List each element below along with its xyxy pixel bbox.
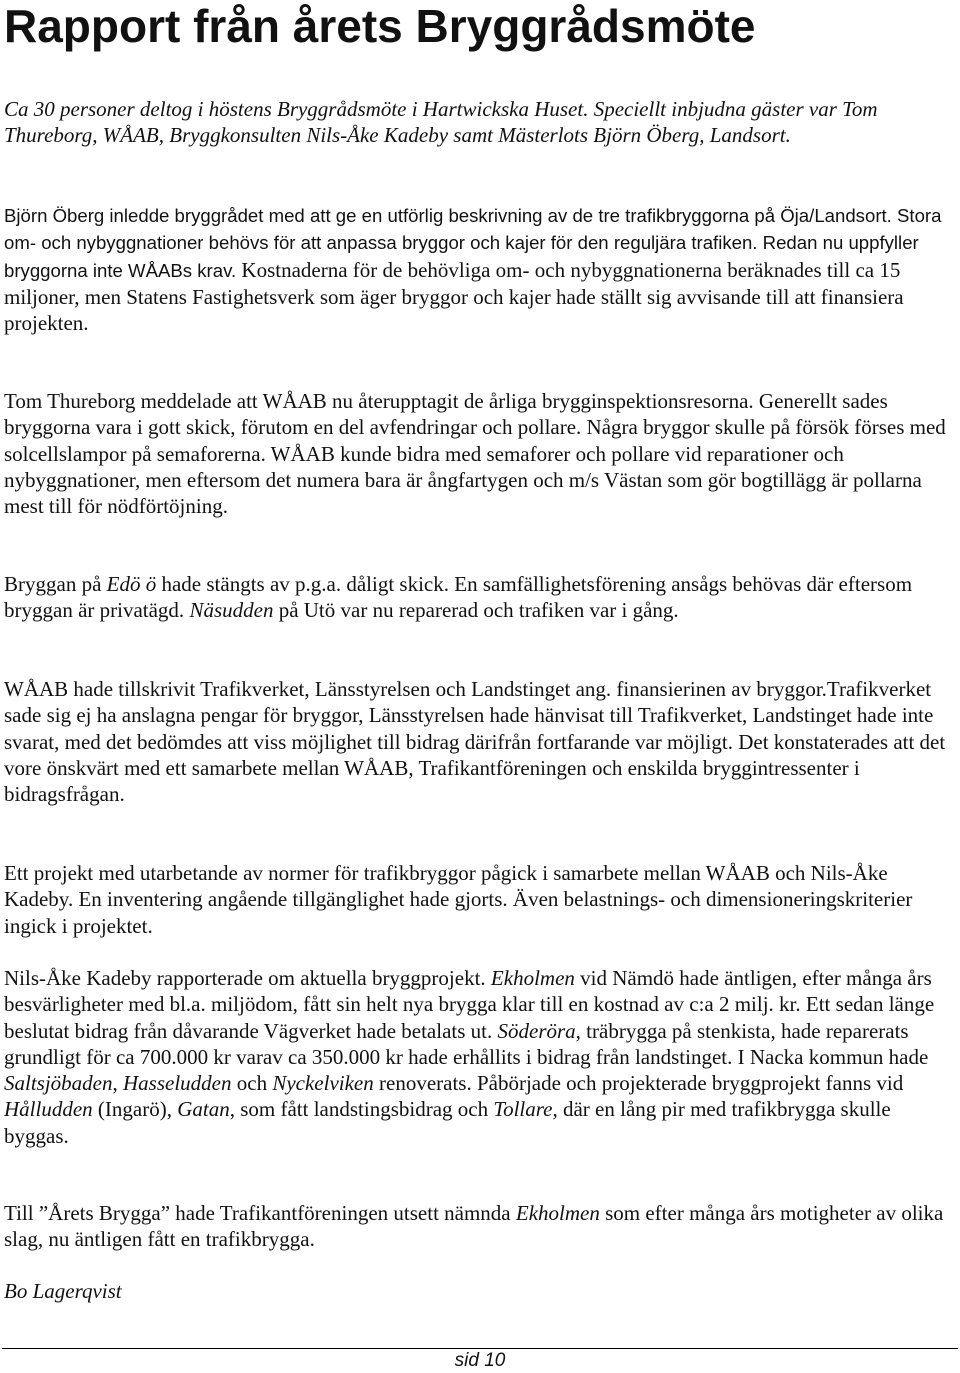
place-gatan: Gatan xyxy=(177,1097,230,1122)
place-ekholmen: Ekholmen xyxy=(490,966,575,990)
footer-divider xyxy=(2,1348,958,1349)
paragraph-arets-brygga: Till ”Årets Brygga” hade Trafikantföreningen utsett nämnda Ekholmen som efter många års motigheter av olika slag, nu äntligen fått en trafikbrygga. xyxy=(4,1201,944,1252)
place-tollare: Tollare xyxy=(493,1097,553,1122)
paragraph-norms-project: Ett projekt med utarbetande av normer för trafikbryggor pågick i samarbete mellan WÅAB och Nils-Åke Kadeby. En inventering angående tillgänglighet hade gjorts. Även belastnings- och dimensioneringskriterier ingick i projektet. xyxy=(4,861,913,938)
paragraph-oberg-sans-text: Björn Öberg inledde bryggrådet med att ge en utförlig beskrivning av de tre trafikbryggorna på Öja/Landsort. Stora om- och nybyggnationer behövs för att anpassa bryggor och kajer för den reguljära trafiken. Redan nu uppfyller bryggorna inte WÅABs krav. xyxy=(4,205,942,281)
paragraph-edo: Bryggan på Edö ö hade stängts av p.g.a. dåligt skick. En samfällighetsförening ansågs behövas där eftersom bryggan är privatägd. Näsudden på Utö var nu reparerad och trafiken var i gång. xyxy=(4,572,913,623)
place-nyckelviken: Nyckelviken xyxy=(272,1071,374,1096)
paragraph-funding: WÅAB hade tillskrivit Trafikverket, Länsstyrelsen och Landstinget ang. finansierinen av bryggor.Trafikverket sade sig ej ha anslagna pengar för bryggor, Länsstyrelsen hade hänvisat till Trafikverket, Landstinget hade inte svarat, med det bedömdes att viss möjlighet till bidrag därifrån fortfarande var möjligt. Det konstaterades att det vore önskvärt med ett samarbete mellan WÅAB, Trafikantföreningen och enskilda bryggintressenter i bidragsfrågan. xyxy=(4,677,946,807)
place-saltsjobaden: Saltsjöbaden xyxy=(4,1071,113,1096)
place-nasudden: Näsudden xyxy=(189,598,274,623)
place-edo: Edö ö xyxy=(106,572,157,596)
paragraph-thureborg: Tom Thureborg meddelade att WÅAB nu återupptagit de årliga brygginspektionsresorna. Generellt sades bryggorna vara i gott skick, förutom en del avfendringar och pollare. Några bryggor skulle på försök förses med solcellslampor på semaforerna. WÅAB kunde bidra med semaforer och pollare vid reparationer och nybyggnationer, men eftersom det numera bara är ångfartygen och m/s Västan som gör bogtillägg är pollarna mest till för nödförtöjning. xyxy=(4,389,946,519)
place-ekholmen-award: Ekholmen xyxy=(515,1201,600,1225)
place-soderora: Söderöra xyxy=(497,1018,576,1043)
page-title: Rapport från årets Bryggrådsmöte xyxy=(4,0,756,52)
paragraph-kadeby-projects: Nils-Åke Kadeby rapporterade om aktuella bryggprojekt. Ekholmen vid Nämdö hade äntligen, efter många års besvärligheter med bl.a. miljödom, fått sin helt nya brygga klar till en kostnad av c:a 2 milj. kr. Ett sedan länge beslutat bidrag från dåvarande Vägverket hade betalats ut. Söderöra, träbrygga på stenkista, hade reparerats grundligt för ca 700.000 kr varav ca 350.000 kr hade erhållits i bidrag från landstinget. I Nacka kommun hade Saltsjöbaden, Hasseludden och Nyckelviken renoverats. Påbörjade och projekterade bryggprojekt fanns vid Hålludden (Ingarö), Gatan, som fått landstingsbidrag och Tollare, där en lång pir med trafikbrygga skulle byggas. xyxy=(4,966,935,1148)
paragraph-oberg-costs: Kostnaderna för de behövliga om- och nybyggnationerna beräknades till ca 15 miljoner, men Statens Fastighetsverk som äger bryggor och kajer hade ställt sig avvisande till att finansiera projekten. xyxy=(4,257,904,336)
page-number: sid 10 xyxy=(454,1350,506,1371)
place-hasseludden: Hasseludden xyxy=(123,1071,232,1096)
author-signature: Bo Lagerqvist xyxy=(4,1279,122,1303)
paragraph-oberg xyxy=(4,202,954,336)
place-halludden: Hålludden xyxy=(4,1097,93,1122)
intro-paragraph: Ca 30 personer deltog i höstens Bryggrådsmöte i Hartwickska Huset. Speciellt inbjudna gäster var Tom Thureborg, WÅAB, Bryggkonsulten Nils-Åke Kadeby samt Mästerlots Björn Öberg, Landsort. xyxy=(4,97,878,148)
